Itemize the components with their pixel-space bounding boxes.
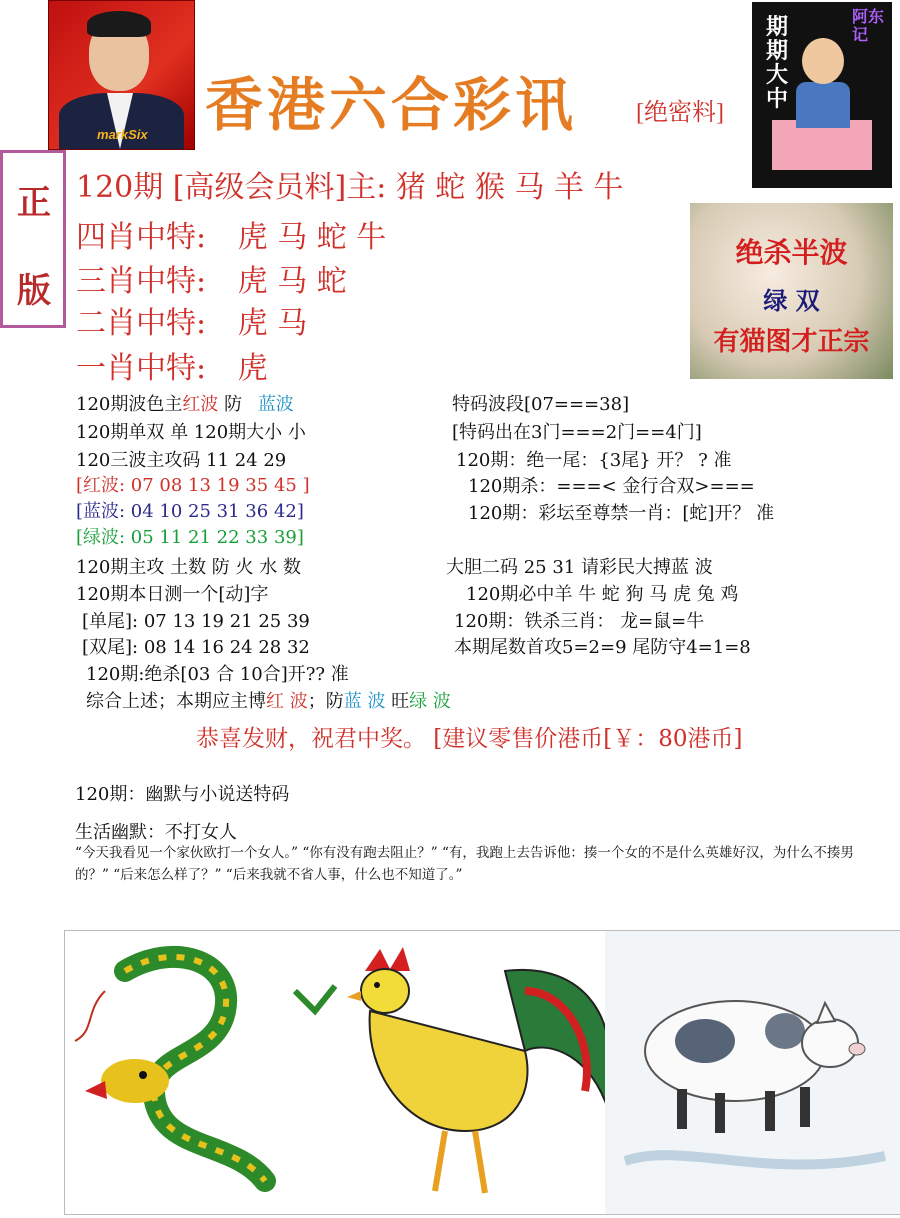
summary-blue: 蓝 波 — [343, 691, 386, 712]
dragon-image — [75, 957, 335, 1181]
pick-label: 一肖中特: — [76, 351, 207, 386]
main-zodiac-line: 120期 [高级会员料]主: 猪 蛇 猴 马 羊 牛 — [76, 170, 624, 205]
cat-line-1: 绝杀半波 — [735, 236, 848, 269]
summary-prefix: 综合上述；本期应主博 — [86, 691, 266, 712]
pig-image — [605, 931, 900, 1214]
pick-three — [76, 256, 347, 300]
three-wave-line: 120三波主攻码 11 24 29 — [76, 450, 287, 471]
stamp-char-2: 版 — [17, 271, 51, 311]
pick-value: 虎 — [237, 351, 268, 386]
stamp-char-1: 正 — [17, 183, 51, 223]
wave-mid: 防 — [218, 394, 248, 415]
closing-line: 恭喜发财，祝君中奖。 [建议零售价港币[￥：80港币] — [196, 726, 743, 752]
single-tail-line: [单尾]: 07 13 19 21 25 39 — [82, 611, 310, 632]
pick-four — [76, 212, 386, 256]
pick-label: 三肖中特: — [76, 264, 207, 299]
story-text: “今天我看见一个家伙欧打一个女人。” “你有没有跑去阻止？” “有，我跑上去告诉他：揍一个女的不是什么英雄好汉，为什么不揍男的？” “后来怎么样了？” “后来我就不省人事，什么也不知道了。” — [75, 845, 854, 883]
summary-mid: ；防 — [307, 691, 344, 712]
gallery-svg — [65, 931, 900, 1214]
red-wave-numbers: [红波: 07 08 13 19 35 45 ] — [76, 475, 310, 496]
rooster-image — [347, 947, 610, 1193]
authentic-stamp — [0, 150, 66, 328]
page-title: 香港六合彩讯 — [205, 71, 578, 139]
cartoon-caption-right: 阿东记 — [852, 7, 885, 44]
wave-prefix: 120期波色主 — [76, 394, 183, 415]
green-wave-numbers: [绿波: 05 11 21 22 33 39] — [76, 527, 304, 548]
pick-one — [76, 343, 268, 387]
pick-two — [76, 298, 307, 342]
tail-attack-line: 本期尾数首攻5=2=9 尾防守4=1=8 — [454, 637, 751, 658]
wave-main-line — [76, 390, 294, 416]
bold-two-line: 大胆二码 25 31 请彩民大搏蓝 波 — [446, 557, 713, 578]
photo-hair — [87, 11, 151, 37]
summary-mid2: 旺 — [385, 691, 410, 712]
single-double-line: 120期单双 单 120期大小 小 — [76, 422, 306, 443]
pick-label: 二肖中特: — [76, 306, 207, 341]
kill-line: 120期:绝杀[03 合 10合]开?? 准 — [86, 664, 349, 685]
summary-line — [86, 687, 451, 713]
cat-promo-box — [690, 203, 893, 379]
marksix-logo: markSix — [97, 127, 148, 142]
story-heading: 120期：幽默与小说送特码 — [75, 784, 290, 805]
pick-value: 虎 马 蛇 牛 — [237, 220, 387, 255]
kill-element-line: 120期杀：===< 金行合双>=== — [468, 476, 755, 497]
daily-test-line: 120期本日测一个[动]字 — [76, 584, 269, 605]
summary-red: 红 波 — [266, 691, 308, 712]
must-win-line: 120期必中羊 牛 蛇 狗 马 虎 兔 鸡 — [466, 584, 739, 605]
host-photo — [48, 0, 195, 150]
pick-value: 虎 马 蛇 — [237, 264, 347, 299]
story-subheading: 生活幽默：不打女人 — [75, 822, 237, 843]
zodiac-gallery — [64, 930, 900, 1215]
pick-label: 四肖中特: — [76, 220, 207, 255]
special-range-line: 特码波段[07===38] — [452, 394, 630, 415]
summary-green: 绿 波 — [409, 691, 451, 712]
blue-wave-numbers: [蓝波: 04 10 25 31 36 42] — [76, 501, 304, 522]
special-door-line: [特码出在3门===2门==4门] — [452, 422, 702, 443]
cat-line-2: 绿 双 — [763, 287, 820, 315]
cat-line-3: 有猫图才正宗 — [713, 327, 870, 357]
page-title-sub: [绝密料] — [636, 100, 724, 126]
main-attack-line: 120期主攻 土数 防 火 水 数 — [76, 557, 301, 578]
wave-red: 红波 — [182, 394, 219, 415]
cartoon-face — [802, 38, 844, 84]
cartoon-image — [752, 2, 892, 188]
wave-blue: 蓝波 — [257, 394, 294, 415]
iron-kill-line: 120期：铁杀三肖： 龙=鼠=牛 — [454, 611, 705, 632]
cartoon-caption-left: 期期大中 — [766, 15, 789, 112]
double-tail-line: [双尾]: 08 14 16 24 28 32 — [82, 637, 310, 658]
pick-value: 虎 马 — [237, 306, 308, 341]
cartoon-body — [796, 82, 850, 128]
forbid-zodiac-line: 120期：彩坛至尊禁一肖：[蛇]开？ 准 — [468, 503, 775, 524]
tail-pick-line: 120期：绝一尾：{3尾} 开？ ? 准 — [456, 450, 732, 471]
